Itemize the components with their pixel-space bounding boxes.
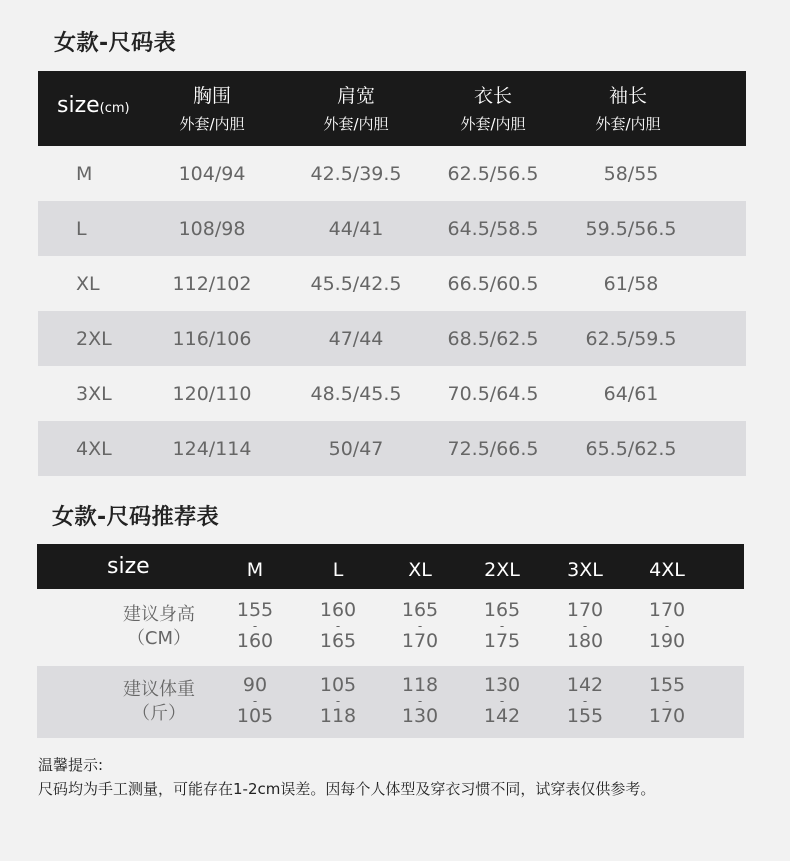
column-subtitle: 外套/内胆 bbox=[460, 115, 526, 133]
value-cell: 62.5/56.5 bbox=[447, 162, 539, 185]
size-header-2xl: 2XL bbox=[484, 559, 520, 581]
range-max: 170 bbox=[648, 705, 686, 727]
height-range-l bbox=[320, 600, 356, 652]
value-cell: 68.5/62.5 bbox=[447, 327, 539, 350]
value-cell: 124/114 bbox=[172, 437, 252, 460]
size-header-text: size bbox=[57, 93, 100, 118]
range-min: 142 bbox=[566, 674, 604, 696]
range-min: 155 bbox=[648, 674, 686, 696]
size-header-label bbox=[57, 93, 130, 118]
size-cell: 2XL bbox=[76, 327, 112, 350]
column-subtitle: 外套/内胆 bbox=[323, 115, 389, 133]
value-cell: 112/102 bbox=[172, 272, 252, 295]
range-max: 190 bbox=[648, 630, 686, 652]
weight-range-2xl bbox=[484, 675, 520, 727]
value-cell: 47/44 bbox=[328, 327, 384, 350]
value-cell: 45.5/42.5 bbox=[310, 272, 402, 295]
value-cell: 58/55 bbox=[603, 162, 659, 185]
size-cell: L bbox=[76, 217, 87, 240]
height-range-4xl bbox=[649, 600, 685, 652]
value-cell: 120/110 bbox=[172, 382, 252, 405]
height-label bbox=[119, 603, 199, 651]
size-cell: XL bbox=[76, 272, 100, 295]
value-cell: 70.5/64.5 bbox=[447, 382, 539, 405]
value-cell: 108/98 bbox=[178, 217, 246, 240]
weight-recommend-row bbox=[37, 666, 744, 738]
tips-text: 尺码均为手工测量，可能存在1-2cm误差。因每个人体型及穿衣习惯不同，试穿表仅供参考。 bbox=[38, 780, 656, 798]
range-min: 155 bbox=[236, 599, 274, 621]
header-column-sleeve bbox=[595, 85, 660, 133]
size-unit-label: (cm) bbox=[99, 101, 130, 116]
size-chart-table bbox=[38, 71, 746, 476]
recommend-chart-header bbox=[37, 544, 744, 589]
range-dash: - bbox=[335, 694, 341, 708]
column-subtitle: 外套/内胆 bbox=[179, 115, 245, 133]
size-chart-title: 女款-尺码表 bbox=[54, 31, 177, 56]
range-max: 118 bbox=[319, 705, 357, 727]
value-cell: 66.5/60.5 bbox=[447, 272, 539, 295]
range-dash: - bbox=[252, 694, 258, 708]
weight-range-3xl bbox=[567, 675, 603, 727]
range-min: 165 bbox=[401, 599, 439, 621]
height-range-m bbox=[237, 600, 273, 652]
range-min: 130 bbox=[483, 674, 521, 696]
size-header-4xl: 4XL bbox=[649, 559, 685, 581]
recommend-chart-table bbox=[37, 544, 744, 738]
range-max: 155 bbox=[566, 705, 604, 727]
size-header-xl: XL bbox=[408, 559, 432, 581]
range-max: 180 bbox=[566, 630, 604, 652]
range-max: 165 bbox=[319, 630, 357, 652]
weight-range-m bbox=[237, 675, 273, 727]
range-dash: - bbox=[664, 694, 670, 708]
tips-heading: 温馨提示: bbox=[38, 756, 104, 774]
range-max: 105 bbox=[236, 705, 274, 727]
range-dash: - bbox=[499, 694, 505, 708]
value-cell: 42.5/39.5 bbox=[310, 162, 402, 185]
range-dash: - bbox=[252, 619, 258, 633]
range-dash: - bbox=[417, 619, 423, 633]
column-name: 袖长 bbox=[608, 85, 647, 107]
tips-section bbox=[38, 753, 655, 801]
value-cell: 59.5/56.5 bbox=[585, 217, 677, 240]
range-min: 170 bbox=[566, 599, 604, 621]
table-row bbox=[38, 256, 746, 311]
range-dash: - bbox=[499, 619, 505, 633]
header-column-shoulder bbox=[323, 85, 388, 133]
value-cell: 64.5/58.5 bbox=[447, 217, 539, 240]
range-min: 165 bbox=[483, 599, 521, 621]
value-cell: 104/94 bbox=[178, 162, 246, 185]
range-min: 90 bbox=[242, 674, 268, 696]
column-subtitle: 外套/内胆 bbox=[595, 115, 661, 133]
range-max: 142 bbox=[483, 705, 521, 727]
table-row bbox=[38, 146, 746, 201]
size-cell: 4XL bbox=[76, 437, 112, 460]
size-header-l: L bbox=[332, 559, 344, 581]
range-dash: - bbox=[417, 694, 423, 708]
size-header-m: M bbox=[246, 559, 264, 581]
weight-label-text: 建议体重 bbox=[123, 679, 195, 700]
range-dash: - bbox=[335, 619, 341, 633]
height-unit-text: （CM） bbox=[126, 628, 192, 649]
height-recommend-row bbox=[37, 589, 744, 666]
value-cell: 61/58 bbox=[603, 272, 659, 295]
range-max: 130 bbox=[401, 705, 439, 727]
height-label-text: 建议身高 bbox=[123, 604, 195, 625]
value-cell: 62.5/59.5 bbox=[585, 327, 677, 350]
weight-range-4xl bbox=[649, 675, 685, 727]
header-column-chest bbox=[179, 85, 244, 133]
column-name: 衣长 bbox=[473, 85, 512, 107]
range-min: 160 bbox=[319, 599, 357, 621]
value-cell: 48.5/45.5 bbox=[310, 382, 402, 405]
range-min: 170 bbox=[648, 599, 686, 621]
column-name: 胸围 bbox=[192, 85, 231, 107]
size-cell: M bbox=[76, 162, 93, 185]
value-cell: 50/47 bbox=[328, 437, 384, 460]
weight-label bbox=[119, 678, 199, 726]
table-row bbox=[38, 421, 746, 476]
height-range-2xl bbox=[484, 600, 520, 652]
header-column-length bbox=[460, 85, 525, 133]
table-row bbox=[38, 201, 746, 256]
column-name: 肩宽 bbox=[336, 85, 375, 107]
weight-range-xl bbox=[402, 675, 438, 727]
weight-range-l bbox=[320, 675, 356, 727]
range-max: 160 bbox=[236, 630, 274, 652]
size-chart-header bbox=[38, 71, 746, 146]
value-cell: 64/61 bbox=[603, 382, 659, 405]
range-max: 175 bbox=[483, 630, 521, 652]
value-cell: 65.5/62.5 bbox=[585, 437, 677, 460]
size-cell: 3XL bbox=[76, 382, 112, 405]
recommend-chart-title: 女款-尺码推荐表 bbox=[52, 505, 220, 530]
range-dash: - bbox=[582, 619, 588, 633]
value-cell: 72.5/66.5 bbox=[447, 437, 539, 460]
table-row bbox=[38, 311, 746, 366]
size-header-label: size bbox=[107, 554, 150, 579]
height-range-xl bbox=[402, 600, 438, 652]
size-header-3xl: 3XL bbox=[567, 559, 603, 581]
value-cell: 44/41 bbox=[328, 217, 384, 240]
table-row bbox=[38, 366, 746, 421]
weight-unit-text: （斤） bbox=[132, 703, 186, 724]
height-range-3xl bbox=[567, 600, 603, 652]
range-min: 105 bbox=[319, 674, 357, 696]
value-cell: 116/106 bbox=[172, 327, 252, 350]
range-min: 118 bbox=[401, 674, 439, 696]
range-max: 170 bbox=[401, 630, 439, 652]
range-dash: - bbox=[582, 694, 588, 708]
range-dash: - bbox=[664, 619, 670, 633]
